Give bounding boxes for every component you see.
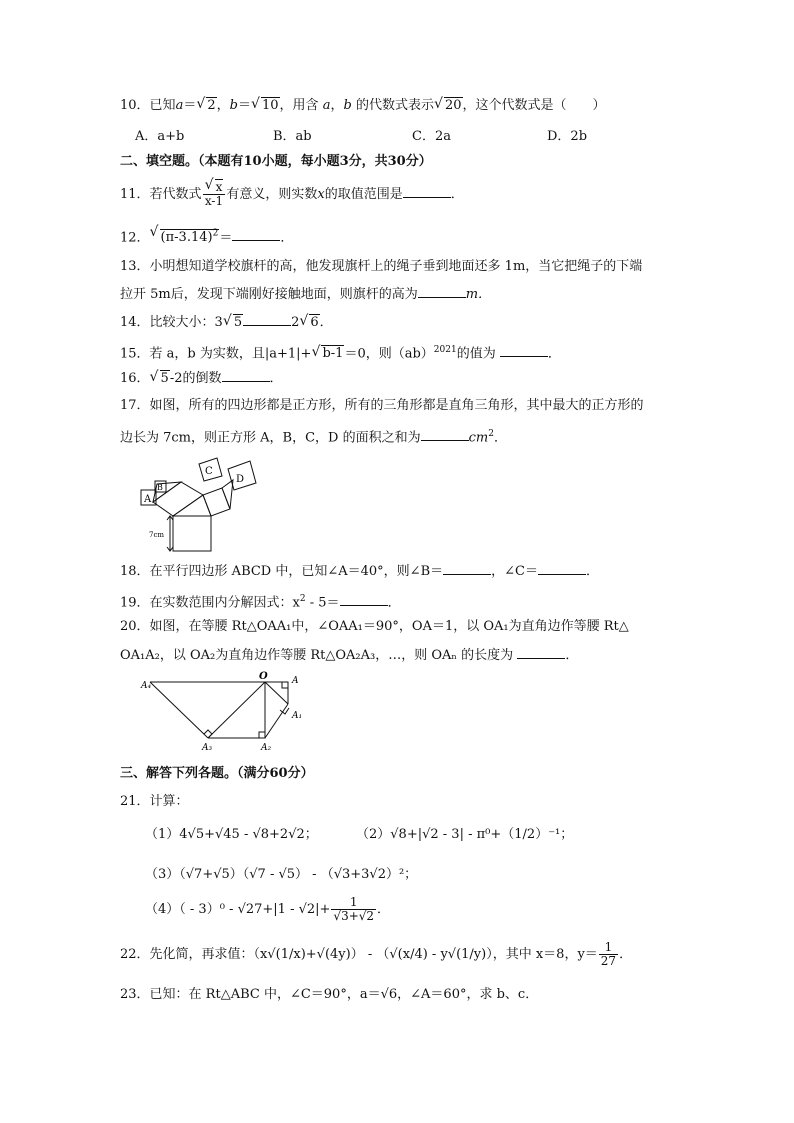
q21-part-2: （2）√8+|√2 - 3| - π⁰+（1/2）⁻¹；	[356, 827, 574, 842]
q11-fraction: √ $\frac{x}{x-1}$	[203, 181, 226, 208]
answer-blank-11[interactable]	[403, 185, 451, 198]
q10-option-d[interactable]: D．2b	[547, 129, 588, 144]
section-2-heading: 二、填空题。（本题有10小题，每小题3分，共30分）	[120, 154, 432, 169]
question-19: 19．在实数范围内分解因式：$x^2 - 5=$ ．	[120, 594, 401, 611]
q10-option-b[interactable]: B．ab	[273, 129, 312, 144]
answer-blank-18b[interactable]	[538, 562, 586, 575]
question-14: 14．比较大小：3√ 5 2√ 6．	[120, 313, 333, 332]
question-12: 12．√ $(\pi-3.14)^2=$ ．	[120, 225, 293, 247]
question-22: 22．先化简，再求值：（x√(1/x)+√(4y)） - （√(x/4) - y√(1/y)），其中 x＝8，y＝ $\frac{1}{27}$ ．	[120, 940, 633, 968]
q10-option-c[interactable]: C．2a	[412, 129, 451, 144]
sqrt-20: √ 20	[435, 97, 463, 115]
question-13-line-1: 13．小明想知道学校旗杆的高，他发现旗杆上的绳子垂到地面还多 1m，当它把绳子的下端	[120, 259, 643, 274]
answer-blank-14[interactable]	[243, 313, 291, 326]
q21-part-1: （1）4√5+√45 - √8+2√2；	[145, 827, 318, 842]
answer-blank-20[interactable]	[517, 646, 565, 659]
answer-blank-18a[interactable]	[443, 562, 491, 575]
answer-blank-12[interactable]	[232, 228, 280, 241]
label-a1: A₁	[292, 711, 303, 721]
question-13-line-2: 拉开 5m后，发现下端刚好接触地面，则旗杆的高为 m．	[120, 287, 492, 302]
square-right-mid	[203, 488, 230, 516]
question-11: 11．若代数式 √ $\frac{x}{x-1}$ 有意义，则实数x的取值范围是 ．	[120, 180, 464, 210]
q21-part-3: （3）（√7+√5）（√7 - √5） - （√3+3√2）²；	[145, 867, 418, 882]
label-a4: A₄	[141, 681, 152, 691]
answer-blank-15[interactable]	[500, 344, 548, 357]
question-21: 21．计算：	[120, 794, 189, 809]
question-20-line-1: 20．如图，在等腰 Rt△OAA₁中，∠OAA₁＝90°，OA＝1，以 OA₁为直角边作等腰 Rt△	[120, 619, 629, 634]
triangle-main	[173, 495, 211, 516]
label-c: C	[205, 466, 213, 477]
question-16: 16．√ 5-2的倒数 ．	[120, 369, 283, 388]
q21-part-4: （4）（ - 3）⁰ - √27+|1 - √2|+ $\frac{1}{√3+√2}$ ．	[145, 895, 391, 923]
answer-blank-19[interactable]	[340, 593, 388, 606]
sqrt-10: √ 10	[252, 97, 280, 115]
figure-20-triangles	[140, 670, 310, 755]
question-10: 10．已知a＝√ 2，b＝√ 10，用含 a，b 的代数式表示√ 20，这个代数式是（ ）	[120, 97, 606, 115]
largest-square	[173, 516, 211, 551]
question-17-line-1: 17．如图，所有的四边形都是正方形，所有的三角形都是直角三角形，其中最大的正方形的	[120, 398, 644, 413]
q10-number: 10．	[120, 98, 150, 113]
figure-17-squares	[133, 452, 263, 554]
question-15: 15．若 a，b 为实数，且|a+1|+√ b-1＝0，则（ab）$^{2021}$的值为 ．	[120, 341, 561, 363]
question-18: 18．在平行四边形 ABCD 中，已知∠A＝40°，则∠B＝ ，∠C＝ ．	[120, 564, 599, 579]
label-d: D	[236, 474, 245, 485]
label-a3: A₃	[202, 743, 213, 753]
label-7cm: 7cm	[149, 531, 165, 539]
q10-option-a[interactable]: A．a+b	[135, 129, 185, 144]
answer-blank-13[interactable]	[418, 285, 466, 298]
label-a2: A₂	[261, 743, 272, 753]
question-23: 23．已知：在 Rt△ABC 中，∠C＝90°，a＝√6，∠A＝60°，求 b、c．	[120, 987, 539, 1002]
label-a: A	[292, 676, 299, 686]
section-3-heading: 三、解答下列各题。（满分60分）	[120, 766, 314, 781]
label-a: A	[144, 494, 152, 505]
label-b: B	[157, 483, 163, 492]
label-o: O	[259, 671, 268, 682]
answer-blank-17[interactable]	[421, 428, 469, 441]
question-20-line-2: OA₁A₂，以 OA₂为直角边作等腰 Rt△OA₂A₃，…，则 OAₙ 的长度为 ．	[120, 648, 579, 663]
sqrt-2: √ 2	[197, 97, 216, 115]
question-17-line-2: 边长为 7cm，则正方形 A，B，C，D 的面积之和为 $cm^2$．	[120, 429, 507, 446]
answer-blank-16[interactable]	[222, 369, 270, 382]
